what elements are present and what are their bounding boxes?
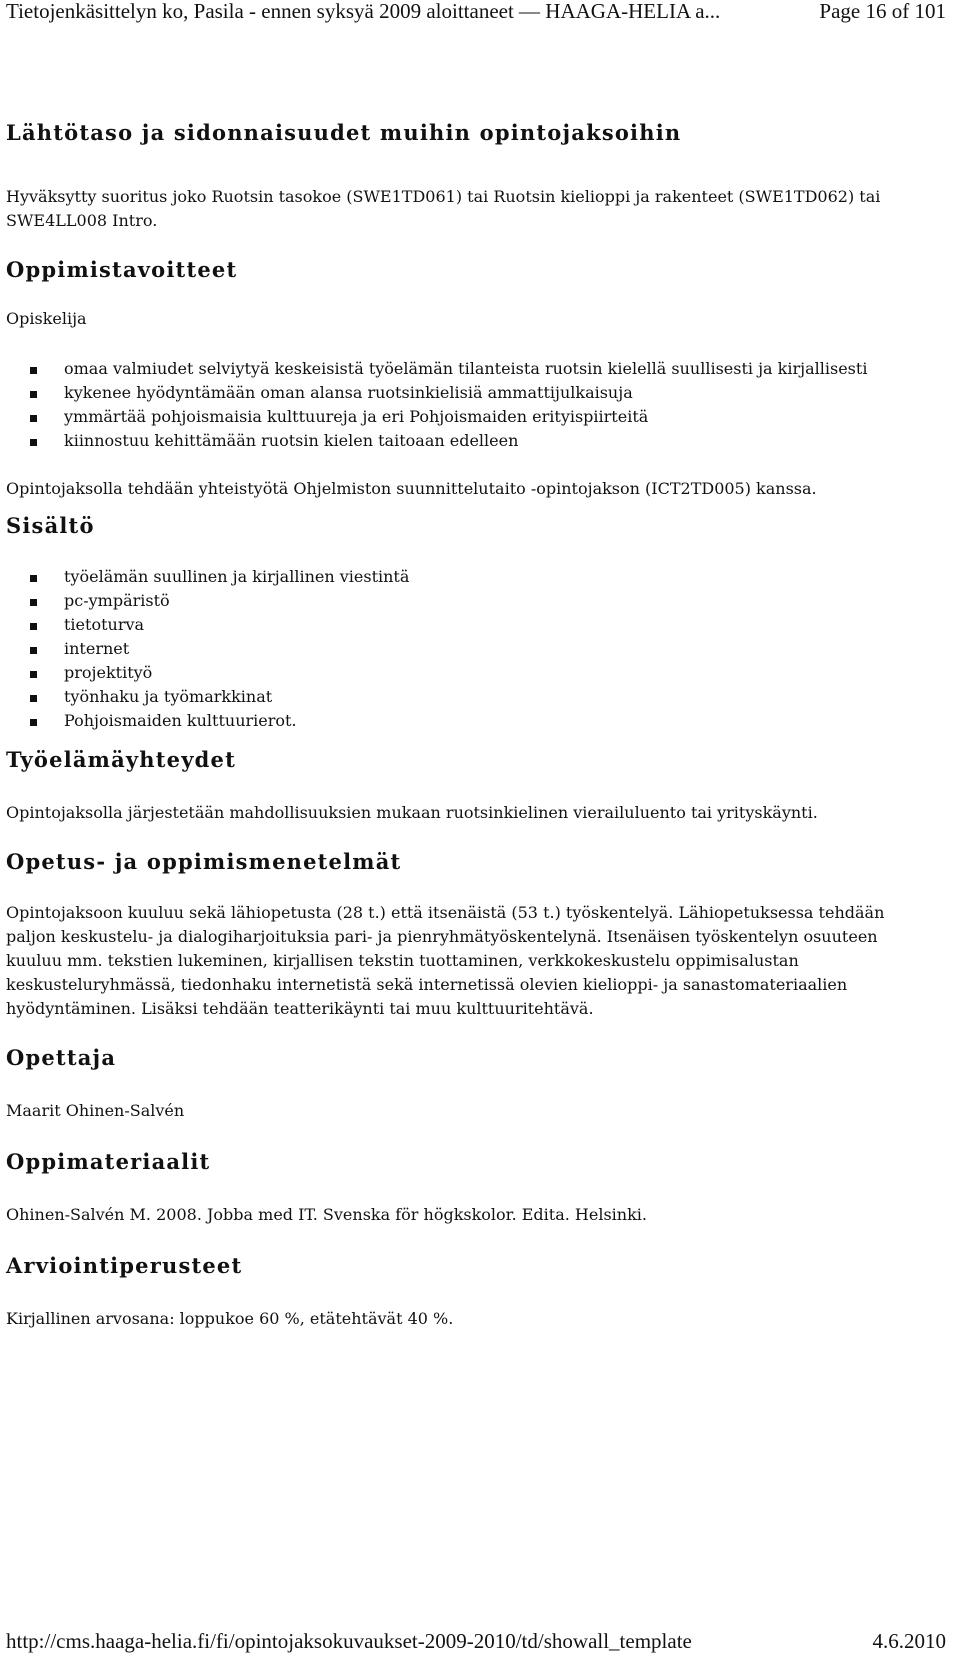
- section-teacher: [6, 1045, 906, 1123]
- list-item: projektityö: [6, 661, 906, 685]
- list-item: internet: [6, 637, 906, 661]
- section-prerequisites: [6, 120, 906, 233]
- section-materials: [6, 1149, 906, 1227]
- section-heading: Työelämäyhteydet: [6, 747, 236, 772]
- section-text: Opintojaksolla järjestetään mahdollisuuksien mukaan ruotsinkielinen vierailuluento tai yrityskäynti.: [6, 803, 818, 822]
- goals-list: [6, 357, 906, 453]
- section-methods: [6, 849, 906, 1021]
- section-content: [6, 513, 906, 733]
- list-item: kykenee hyödyntämään oman alansa ruotsinkielisiä ammattijulkaisuja: [6, 381, 906, 405]
- list-item: pc-ympäristö: [6, 589, 906, 613]
- goals-intro: Opiskelija: [6, 309, 87, 328]
- page-footer: [6, 1630, 946, 1652]
- page-header: [6, 0, 946, 22]
- document-title: Tietojenkäsittelyn ko, Pasila - ennen syksyä 2009 aloittaneet — HAAGA-HELIA a...: [6, 0, 721, 23]
- list-item: kiinnostuu kehittämään ruotsin kielen taitoaan edelleen: [6, 429, 906, 453]
- list-item: omaa valmiudet selviytyä keskeisistä työelämän tilanteista ruotsin kielellä suullisesti ja kirjallisesti: [6, 357, 906, 381]
- list-item: työnhaku ja työmarkkinat: [6, 685, 906, 709]
- goals-note: Opintojaksolla tehdään yhteistyötä Ohjelmiston suunnittelutaito -opintojakson (ICT2TD005) kanssa.: [6, 479, 817, 498]
- list-item: työelämän suullinen ja kirjallinen viestintä: [6, 565, 906, 589]
- document-body: [6, 120, 906, 1331]
- page-number: Page 16 of 101: [819, 0, 946, 23]
- section-text: Ohinen-Salvén M. 2008. Jobba med IT. Svenska för högkskolor. Edita. Helsinki.: [6, 1205, 647, 1224]
- footer-url: http://cms.haaga-helia.fi/fi/opintojaksokuvaukset-2009-2010/td/showall_template: [6, 1629, 692, 1653]
- section-heading: Opettaja: [6, 1045, 117, 1070]
- list-item: ymmärtää pohjoismaisia kulttuureja ja eri Pohjoismaiden erityispiirteitä: [6, 405, 906, 429]
- section-heading: Oppimistavoitteet: [6, 257, 238, 282]
- section-heading: Oppimateriaalit: [6, 1149, 211, 1174]
- teacher-name: Maarit Ohinen-Salvén: [6, 1101, 185, 1120]
- section-worklife: [6, 747, 906, 825]
- section-heading: Sisältö: [6, 513, 95, 538]
- section-text: Kirjallinen arvosana: loppukoe 60 %, etätehtävät 40 %.: [6, 1309, 454, 1328]
- section-text: Opintojaksoon kuuluu sekä lähiopetusta (28 t.) että itsenäistä (53 t.) työskentelyä. Lähiopetuksessa tehdään paljon keskustelu- ja dialogiharjoituksia pari- ja pienryhmätyöskentelynä. Itsenäisen työskentelyn osuuteen kuuluu mm. tekstien lukeminen, kirjallisen tekstin tuottaminen, verkkokeskustelu oppimisalustan keskusteluryhmässä, tiedonhaku internetistä sekä internetissä olevien kielioppi- ja sanastomateriaalien hyödyntäminen. Lisäksi tehdään teatterikäynti tai muu kulttuuritehtävä.: [6, 903, 885, 1018]
- section-assessment: [6, 1253, 906, 1331]
- content-list: [6, 565, 906, 733]
- section-heading: Opetus- ja oppimismenetelmät: [6, 849, 402, 874]
- list-item: tietoturva: [6, 613, 906, 637]
- section-text: Hyväksytty suoritus joko Ruotsin tasokoe (SWE1TD061) tai Ruotsin kielioppi ja rakenteet (SWE1TD062) tai SWE4LL008 Intro.: [6, 187, 881, 230]
- section-heading: Lähtötaso ja sidonnaisuudet muihin opintojaksoihin: [6, 120, 682, 145]
- section-learning-goals: [6, 257, 906, 501]
- footer-date: 4.6.2010: [872, 1629, 946, 1653]
- section-heading: Arviointiperusteet: [6, 1253, 243, 1278]
- list-item: Pohjoismaiden kulttuurierot.: [6, 709, 906, 733]
